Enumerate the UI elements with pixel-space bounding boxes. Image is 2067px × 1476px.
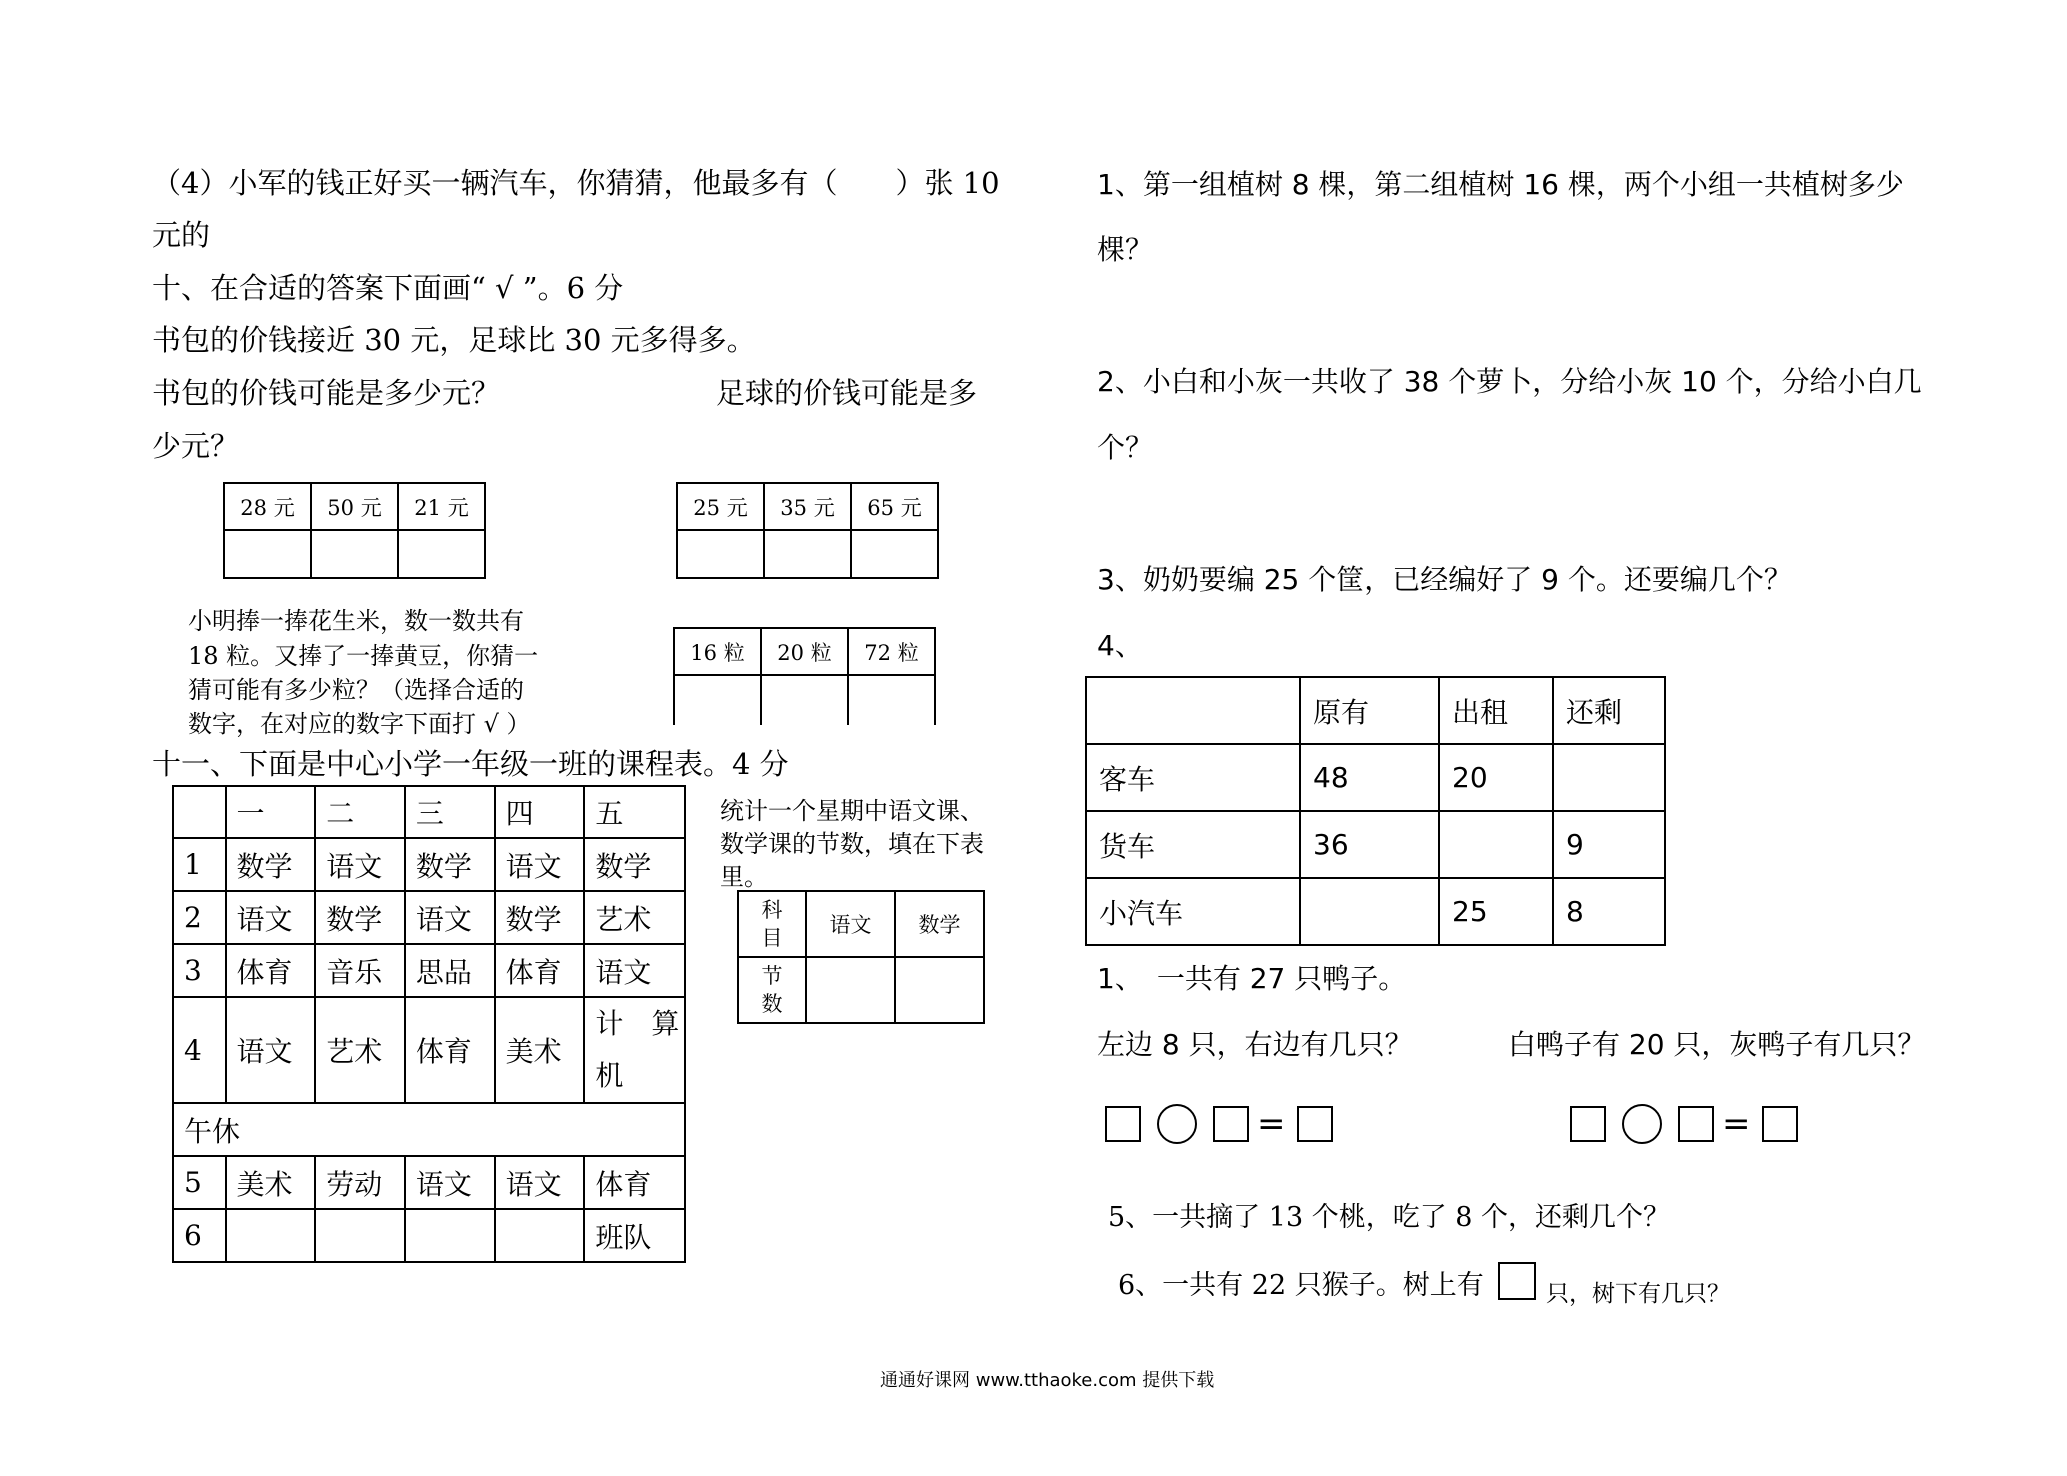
class-cell: 体育 — [226, 944, 316, 997]
class-cell: 体育 — [584, 1156, 685, 1209]
rental-cell: 客车 — [1086, 744, 1300, 811]
peanut-text-4: 数字，在对应的数字下面打 √ ） — [188, 710, 531, 738]
peanut-text-2: 18 粒。又捧了一捧黄豆，你猜一 — [188, 642, 539, 670]
period-number: 1 — [173, 838, 226, 891]
class-cell: 语文 — [405, 1156, 495, 1209]
class-cell: 体育 — [495, 944, 585, 997]
answer-box[interactable] — [1498, 1262, 1536, 1300]
ball-question-a: 足球的价钱可能是多 — [716, 376, 978, 410]
answer-cell[interactable] — [806, 957, 895, 1023]
rental-header: 原有 — [1300, 677, 1439, 744]
stat-header-chinese: 语文 — [806, 891, 895, 957]
answer-cell[interactable] — [895, 957, 984, 1023]
answer-cell[interactable] — [677, 530, 764, 578]
section10-title: 十、在合适的答案下面画“ √ ”。6 分 — [152, 271, 624, 305]
problem1-line1: 1、第一组植树 8 棵，第二组植树 16 棵，两个小组一共植树多少 — [1097, 168, 1904, 201]
bag-option: 50 元 — [311, 483, 398, 530]
class-cell: 体育 — [405, 997, 495, 1103]
section10-desc: 书包的价钱接近 30 元，足球比 30 元多得多。 — [152, 323, 756, 357]
class-cell — [315, 1209, 405, 1262]
class-cell: 数学 — [405, 838, 495, 891]
class-cell — [226, 1209, 316, 1262]
stat-row-count-b: 数 — [761, 992, 783, 1016]
duck-right-question: 白鸭子有 20 只，灰鸭子有几只？ — [1508, 1028, 1926, 1061]
class-cell: 数学 — [584, 838, 685, 891]
rental-cell: 25 — [1439, 878, 1553, 945]
answer-box[interactable] — [1762, 1106, 1798, 1142]
peanut-text-3: 猜可能有多少粒？（选择合适的 — [188, 676, 524, 704]
answer-cell[interactable] — [851, 530, 938, 578]
problem3: 3、奶奶要编 25 个筐，已经编好了 9 个。还要编几个？ — [1097, 563, 1792, 596]
answer-box[interactable] — [1213, 1106, 1249, 1142]
lunch-break-row: 午休 — [173, 1103, 685, 1156]
period-number: 6 — [173, 1209, 226, 1262]
class-cell-line1: 计 算 — [595, 1007, 680, 1040]
problem1-line2: 棵？ — [1097, 233, 1154, 266]
rental-cell[interactable] — [1553, 744, 1665, 811]
class-cell: 艺术 — [315, 997, 405, 1103]
peanut-text-1: 小明捧一捧花生米，数一数共有 — [188, 607, 524, 635]
equals-sign: = — [1257, 1104, 1286, 1144]
class-cell: 艺术 — [584, 891, 685, 944]
class-cell: 语文 — [226, 891, 316, 944]
q4-line2: 元的 — [152, 218, 211, 252]
class-cell: 语文 — [495, 838, 585, 891]
class-cell: 语文 — [584, 944, 685, 997]
rental-cell: 小汽车 — [1086, 878, 1300, 945]
schedule-table — [172, 785, 686, 1263]
stat-text-2: 数学课的节数，填在下表 — [720, 830, 984, 858]
duck-title: 1、 一共有 27 只鸭子。 — [1097, 962, 1407, 995]
answer-cell[interactable] — [764, 530, 851, 578]
answer-cell[interactable] — [674, 675, 761, 725]
peanut-option: 20 粒 — [761, 628, 848, 675]
rental-cell: 48 — [1300, 744, 1439, 811]
ball-question-b: 少元？ — [152, 429, 240, 463]
operator-circle[interactable] — [1157, 1104, 1197, 1144]
answer-box[interactable] — [1105, 1106, 1141, 1142]
operator-circle[interactable] — [1622, 1104, 1662, 1144]
day-header: 四 — [495, 786, 585, 838]
stat-row-count-a: 节 — [761, 964, 783, 988]
stat-table — [737, 890, 985, 1024]
class-cell: 美术 — [495, 997, 585, 1103]
rental-cell[interactable] — [1300, 878, 1439, 945]
class-cell: 数学 — [495, 891, 585, 944]
period-number: 5 — [173, 1156, 226, 1209]
day-header: 三 — [405, 786, 495, 838]
rental-cell: 9 — [1553, 811, 1665, 878]
rental-header — [1086, 677, 1300, 744]
class-cell: 劳动 — [315, 1156, 405, 1209]
bag-price-table — [223, 482, 486, 579]
rental-cell: 8 — [1553, 878, 1665, 945]
stat-text-3: 里。 — [720, 863, 768, 891]
peanut-option: 16 粒 — [674, 628, 761, 675]
class-cell — [495, 1209, 585, 1262]
class-cell: 语文 — [405, 891, 495, 944]
answer-box[interactable] — [1678, 1106, 1714, 1142]
day-header: 二 — [315, 786, 405, 838]
rental-cell: 货车 — [1086, 811, 1300, 878]
class-cell: 语文 — [315, 838, 405, 891]
answer-cell[interactable] — [311, 530, 398, 578]
q4-line1: （4）小军的钱正好买一辆汽车，你猜猜，他最多有（ ）张 10 — [152, 166, 1000, 200]
rental-cell[interactable] — [1439, 811, 1553, 878]
peanut-option: 72 粒 — [848, 628, 935, 675]
period-number: 4 — [173, 997, 226, 1103]
class-cell: 音乐 — [315, 944, 405, 997]
rental-header: 出租 — [1439, 677, 1553, 744]
rental-table — [1085, 676, 1666, 946]
answer-box[interactable] — [1297, 1106, 1333, 1142]
class-cell-line2: 机 — [595, 1059, 624, 1092]
class-cell: 思品 — [405, 944, 495, 997]
bag-question: 书包的价钱可能是多少元？ — [152, 376, 501, 410]
problem6-a: 6、一共有 22 只猴子。树上有 — [1118, 1270, 1484, 1301]
period-number: 3 — [173, 944, 226, 997]
day-header: 五 — [584, 786, 685, 838]
class-cell — [584, 997, 685, 1103]
peanut-table — [673, 627, 936, 725]
section11-title: 十一、下面是中心小学一年级一班的课程表。4 分 — [152, 747, 789, 781]
answer-cell[interactable] — [848, 675, 935, 725]
footer-credit: 通通好课网 www.tthaoke.com 提供下载 — [880, 1370, 1215, 1391]
class-cell: 语文 — [495, 1156, 585, 1209]
problem5: 5、一共摘了 13 个桃，吃了 8 个，还剩几个？ — [1108, 1202, 1671, 1233]
rental-cell: 20 — [1439, 744, 1553, 811]
class-cell: 数学 — [315, 891, 405, 944]
ball-option: 25 元 — [677, 483, 764, 530]
problem6-b: 只，树下有几只？ — [1546, 1281, 1730, 1307]
answer-box[interactable] — [1570, 1106, 1606, 1142]
problem2-line1: 2、小白和小灰一共收了 38 个萝卜，分给小灰 10 个，分给小白几 — [1097, 365, 1922, 398]
stat-row-count — [738, 957, 806, 1023]
answer-cell[interactable] — [398, 530, 485, 578]
class-cell — [405, 1209, 495, 1262]
period-number: 2 — [173, 891, 226, 944]
rental-cell: 36 — [1300, 811, 1439, 878]
duck-left-question: 左边 8 只，右边有几只？ — [1097, 1028, 1413, 1061]
ball-option: 35 元 — [764, 483, 851, 530]
ball-price-table — [676, 482, 939, 579]
bag-option: 21 元 — [398, 483, 485, 530]
class-cell: 美术 — [226, 1156, 316, 1209]
stat-header-subject — [738, 891, 806, 957]
ball-option: 65 元 — [851, 483, 938, 530]
rental-header: 还剩 — [1553, 677, 1665, 744]
equals-sign: = — [1722, 1104, 1751, 1144]
class-cell: 数学 — [226, 838, 316, 891]
class-cell: 语文 — [226, 997, 316, 1103]
problem4-label: 4、 — [1097, 629, 1143, 662]
bag-option: 28 元 — [224, 483, 311, 530]
stat-text-1: 统计一个星期中语文课、 — [720, 797, 984, 825]
stat-header-subject-a: 科 — [761, 898, 783, 922]
stat-header-subject-b: 目 — [761, 926, 783, 950]
stat-header-math: 数学 — [895, 891, 984, 957]
answer-cell[interactable] — [761, 675, 848, 725]
answer-cell[interactable] — [224, 530, 311, 578]
problem2-line2: 个？ — [1097, 431, 1154, 464]
class-cell: 班队 — [584, 1209, 685, 1262]
day-header: 一 — [226, 786, 316, 838]
